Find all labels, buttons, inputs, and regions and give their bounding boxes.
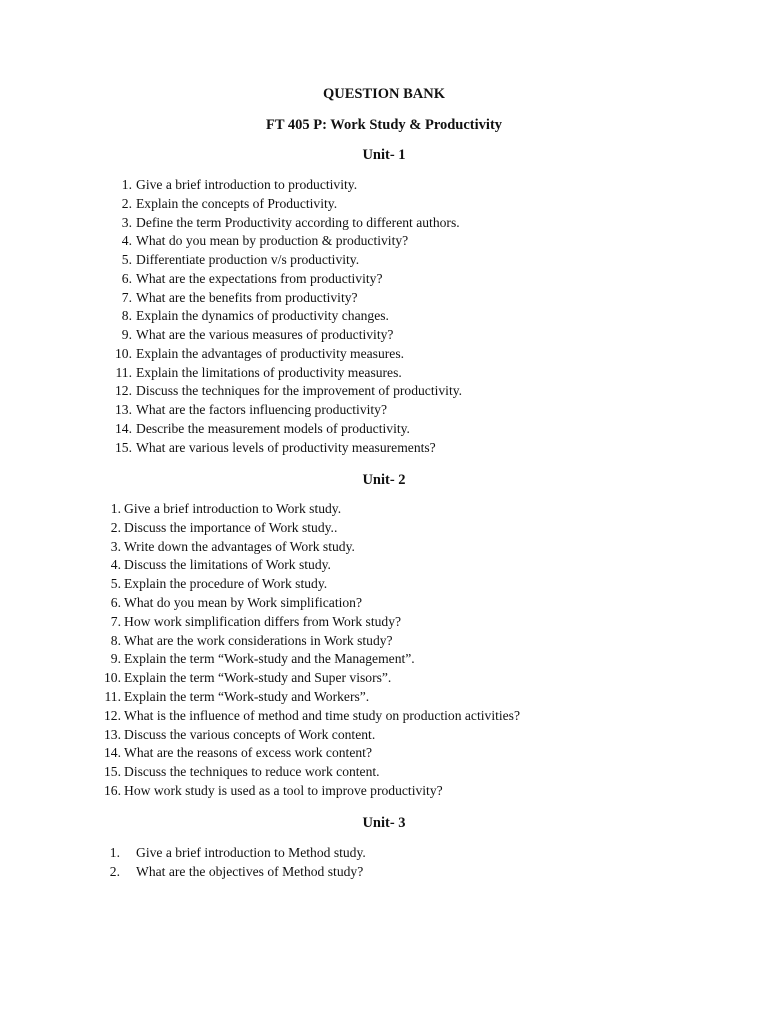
question-text: Explain the term “Work-study and Workers”. bbox=[124, 688, 370, 704]
question-item bbox=[104, 782, 520, 801]
question-number: 12. bbox=[104, 707, 121, 723]
question-text: Write down the advantages of Work study. bbox=[124, 538, 355, 554]
question-number: 7. bbox=[121, 289, 132, 305]
question-text: Explain the advantages of productivity measures. bbox=[136, 345, 405, 361]
question-item bbox=[121, 232, 462, 251]
question-number: 15. bbox=[115, 439, 132, 455]
question-item bbox=[115, 345, 462, 364]
question-text: Discuss the techniques to reduce work content. bbox=[124, 764, 380, 780]
question-number: 14. bbox=[104, 745, 121, 761]
question-number: 16. bbox=[104, 782, 121, 798]
question-item bbox=[110, 538, 520, 557]
question-text: What are various levels of productivity measurements? bbox=[136, 439, 436, 455]
question-text: Explain the procedure of Work study. bbox=[124, 576, 328, 592]
question-item bbox=[110, 650, 520, 669]
question-text: Discuss the various concepts of Work content. bbox=[124, 726, 376, 742]
question-item bbox=[110, 632, 520, 651]
unit-2-heading: Unit- 2 bbox=[362, 472, 406, 488]
question-text: What are the work considerations in Work study? bbox=[124, 632, 393, 648]
question-item bbox=[121, 195, 462, 214]
question-item bbox=[109, 863, 366, 882]
question-item bbox=[121, 176, 462, 195]
question-item bbox=[121, 289, 462, 308]
question-text: Discuss the techniques for the improvement of productivity. bbox=[136, 383, 463, 399]
question-number: 13. bbox=[115, 402, 132, 417]
question-item bbox=[121, 214, 462, 233]
question-text: Define the term Productivity according to different authors. bbox=[136, 214, 460, 230]
question-text: What are the factors influencing productivity? bbox=[136, 402, 388, 417]
question-number: 4. bbox=[121, 233, 132, 249]
course-title: FT 405 P: Work Study & Productivity bbox=[265, 117, 503, 133]
question-item bbox=[115, 401, 462, 420]
question-text: How work study is used as a tool to improve productivity? bbox=[124, 782, 443, 798]
question-item bbox=[104, 744, 520, 763]
question-number: 12. bbox=[115, 383, 132, 399]
question-number: 6. bbox=[121, 270, 132, 286]
question-item bbox=[110, 575, 520, 594]
question-item bbox=[115, 382, 463, 401]
question-text: Explain the term “Work-study and the Management”. bbox=[124, 651, 415, 667]
question-number: 10. bbox=[115, 345, 132, 361]
question-text: Give a brief introduction to Method study. bbox=[136, 845, 366, 860]
question-number: 8. bbox=[110, 632, 121, 648]
question-item bbox=[104, 688, 520, 707]
question-item bbox=[121, 307, 462, 326]
question-item bbox=[121, 326, 462, 345]
question-number: 3. bbox=[121, 214, 132, 230]
question-text: What are the expectations from productivity? bbox=[136, 270, 383, 286]
question-number: 8. bbox=[121, 308, 132, 324]
question-item bbox=[110, 594, 520, 613]
question-number: 1. bbox=[110, 501, 121, 516]
question-item bbox=[121, 270, 462, 289]
question-text: What do you mean by production & productivity? bbox=[136, 233, 409, 249]
question-number: 3. bbox=[110, 538, 121, 554]
question-number: 2. bbox=[109, 863, 120, 879]
question-number: 14. bbox=[115, 420, 132, 436]
question-number: 9. bbox=[110, 651, 121, 667]
question-number: 11. bbox=[104, 688, 121, 704]
question-item bbox=[110, 500, 520, 519]
question-text: Give a brief introduction to Work study. bbox=[124, 501, 342, 516]
question-item bbox=[104, 726, 520, 745]
unit-3-question-list bbox=[109, 844, 366, 882]
question-item bbox=[110, 556, 520, 575]
question-number: 9. bbox=[121, 327, 132, 342]
question-item bbox=[121, 251, 462, 270]
unit-2-question-list bbox=[104, 500, 521, 801]
question-number: 15. bbox=[104, 764, 121, 780]
question-text: Give a brief introduction to productivity. bbox=[136, 177, 358, 192]
question-number: 13. bbox=[104, 726, 121, 742]
question-text: How work simplification differs from Work study? bbox=[124, 613, 402, 629]
unit-1-heading: Unit- 1 bbox=[362, 147, 406, 163]
question-text: What are the objectives of Method study? bbox=[136, 863, 364, 879]
question-item bbox=[110, 613, 520, 632]
question-number: 1. bbox=[109, 845, 120, 860]
question-text: What are the benefits from productivity? bbox=[136, 289, 358, 305]
question-text: What are the various measures of productivity? bbox=[136, 327, 394, 342]
question-text: Describe the measurement models of productivity. bbox=[136, 420, 410, 436]
question-number: 7. bbox=[110, 613, 121, 629]
question-item bbox=[104, 669, 520, 688]
question-text: Explain the limitations of productivity measures. bbox=[136, 364, 402, 380]
question-text: Explain the term “Work-study and Super visors”. bbox=[124, 670, 392, 686]
question-item bbox=[109, 844, 366, 863]
question-number: 5. bbox=[110, 576, 121, 592]
question-number: 4. bbox=[110, 557, 121, 573]
question-text: Discuss the importance of Work study.. bbox=[124, 519, 338, 535]
question-item bbox=[104, 763, 520, 782]
unit-1-question-list bbox=[115, 176, 463, 457]
question-text: What are the reasons of excess work content? bbox=[124, 745, 372, 761]
question-item bbox=[115, 439, 462, 458]
question-number: 10. bbox=[104, 670, 121, 686]
unit-3-heading: Unit- 3 bbox=[362, 815, 406, 831]
question-text: Explain the dynamics of productivity changes. bbox=[136, 308, 389, 324]
question-item bbox=[104, 707, 521, 726]
question-text: Differentiate production v/s productivity. bbox=[136, 252, 360, 267]
question-item bbox=[115, 420, 462, 439]
question-number: 11. bbox=[115, 364, 132, 380]
question-text: What do you mean by Work simplification? bbox=[124, 594, 363, 610]
document-title: QUESTION BANK bbox=[322, 86, 446, 102]
question-number: 6. bbox=[110, 594, 121, 610]
question-item bbox=[115, 364, 462, 383]
question-item bbox=[110, 519, 520, 538]
question-number: 2. bbox=[110, 519, 121, 535]
question-text: Discuss the limitations of Work study. bbox=[124, 557, 331, 573]
question-text: What is the influence of method and time study on production activities? bbox=[124, 707, 521, 723]
question-number: 1. bbox=[121, 177, 132, 192]
question-number: 5. bbox=[121, 252, 132, 267]
question-text: Explain the concepts of Productivity. bbox=[136, 195, 338, 211]
question-number: 2. bbox=[121, 195, 132, 211]
